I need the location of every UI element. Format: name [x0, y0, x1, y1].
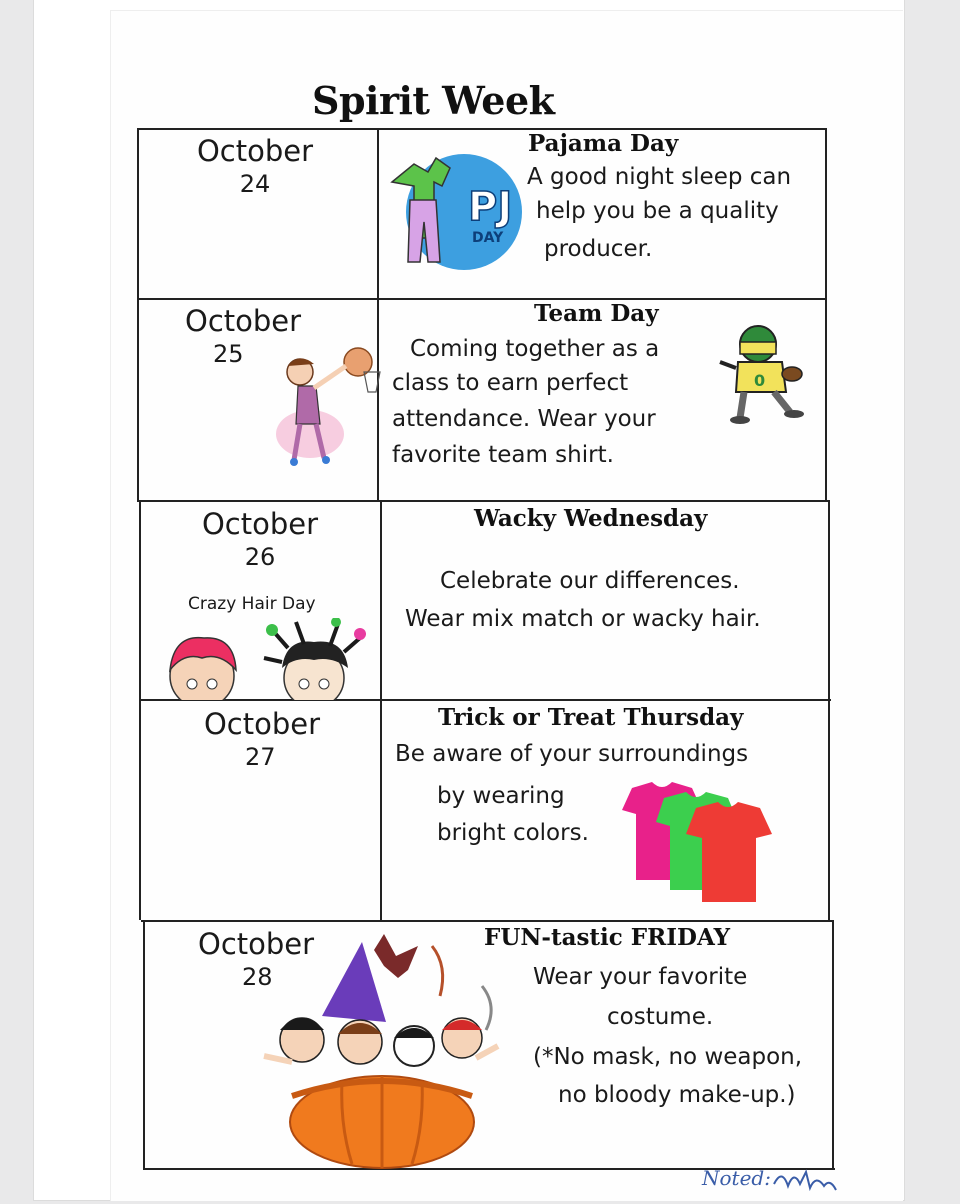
description-line: by wearing	[437, 783, 565, 809]
crazy-hair-label: Crazy Hair Day	[188, 594, 316, 614]
row-divider	[137, 500, 829, 502]
table-border-right	[828, 500, 830, 920]
noted-signature: Noted:	[702, 1166, 771, 1190]
date-month: October	[198, 927, 315, 961]
day-title: Pajama Day	[528, 130, 679, 157]
description-line: favorite team shirt.	[392, 442, 614, 468]
description-line: attendance. Wear your	[392, 406, 656, 432]
crazy-hair-kids-clipart	[164, 618, 370, 704]
table-border-left	[143, 920, 145, 1170]
description-line: help you be a quality	[536, 198, 779, 224]
date-day: 26	[244, 543, 276, 572]
table-border-right	[825, 128, 827, 500]
description-line: Wear mix match or wacky hair.	[405, 606, 761, 632]
pajama-clipart	[384, 142, 524, 278]
page-title: Spirit Week	[312, 78, 555, 123]
date-month: October	[185, 304, 302, 338]
date-day: 27	[245, 743, 276, 772]
basketball-girl-clipart	[270, 342, 382, 474]
description-line: class to earn perfect	[392, 370, 629, 396]
date-cell	[187, 706, 337, 772]
pj-art-subtext: DAY	[472, 230, 504, 246]
halloween-kids-pumpkin-clipart	[262, 926, 502, 1174]
description-line: producer.	[544, 236, 653, 262]
description-line: no bloody make-up.)	[558, 1082, 796, 1108]
description-line: Coming together as a	[410, 336, 660, 362]
description-line: bright colors.	[437, 820, 589, 846]
table-border-top	[137, 128, 827, 130]
column-divider	[380, 500, 382, 920]
date-day: 25	[213, 340, 244, 369]
description-line: costume.	[607, 1004, 714, 1030]
date-day: 28	[242, 963, 273, 992]
table-border-left	[139, 500, 141, 920]
description-line: Be aware of your surroundings	[395, 741, 749, 767]
date-cell	[180, 133, 330, 199]
day-title: Team Day	[534, 300, 659, 327]
signature-scribble	[770, 1164, 840, 1204]
day-title: Wacky Wednesday	[474, 505, 708, 532]
svg-text:0: 0	[754, 371, 766, 390]
row-divider	[137, 298, 827, 300]
table-border-left	[137, 128, 139, 500]
date-month: October	[203, 707, 321, 741]
description-line: A good night sleep can	[527, 164, 792, 190]
date-month: October	[201, 507, 319, 541]
description-line: Celebrate our differences.	[440, 568, 740, 594]
date-cell	[185, 506, 335, 572]
day-title: Trick or Treat Thursday	[438, 704, 744, 731]
description-line: (*No mask, no weapon,	[533, 1044, 803, 1070]
tshirts-clipart	[616, 782, 778, 908]
date-month: October	[196, 134, 314, 168]
football-player-clipart	[716, 322, 808, 430]
day-title: FUN-tastic FRIDAY	[484, 924, 731, 951]
pj-art-text: PJ	[468, 184, 513, 230]
row-divider	[141, 920, 833, 922]
description-line: Wear your favorite	[533, 964, 748, 990]
date-day: 24	[239, 170, 271, 199]
table-border-right	[832, 920, 834, 1170]
